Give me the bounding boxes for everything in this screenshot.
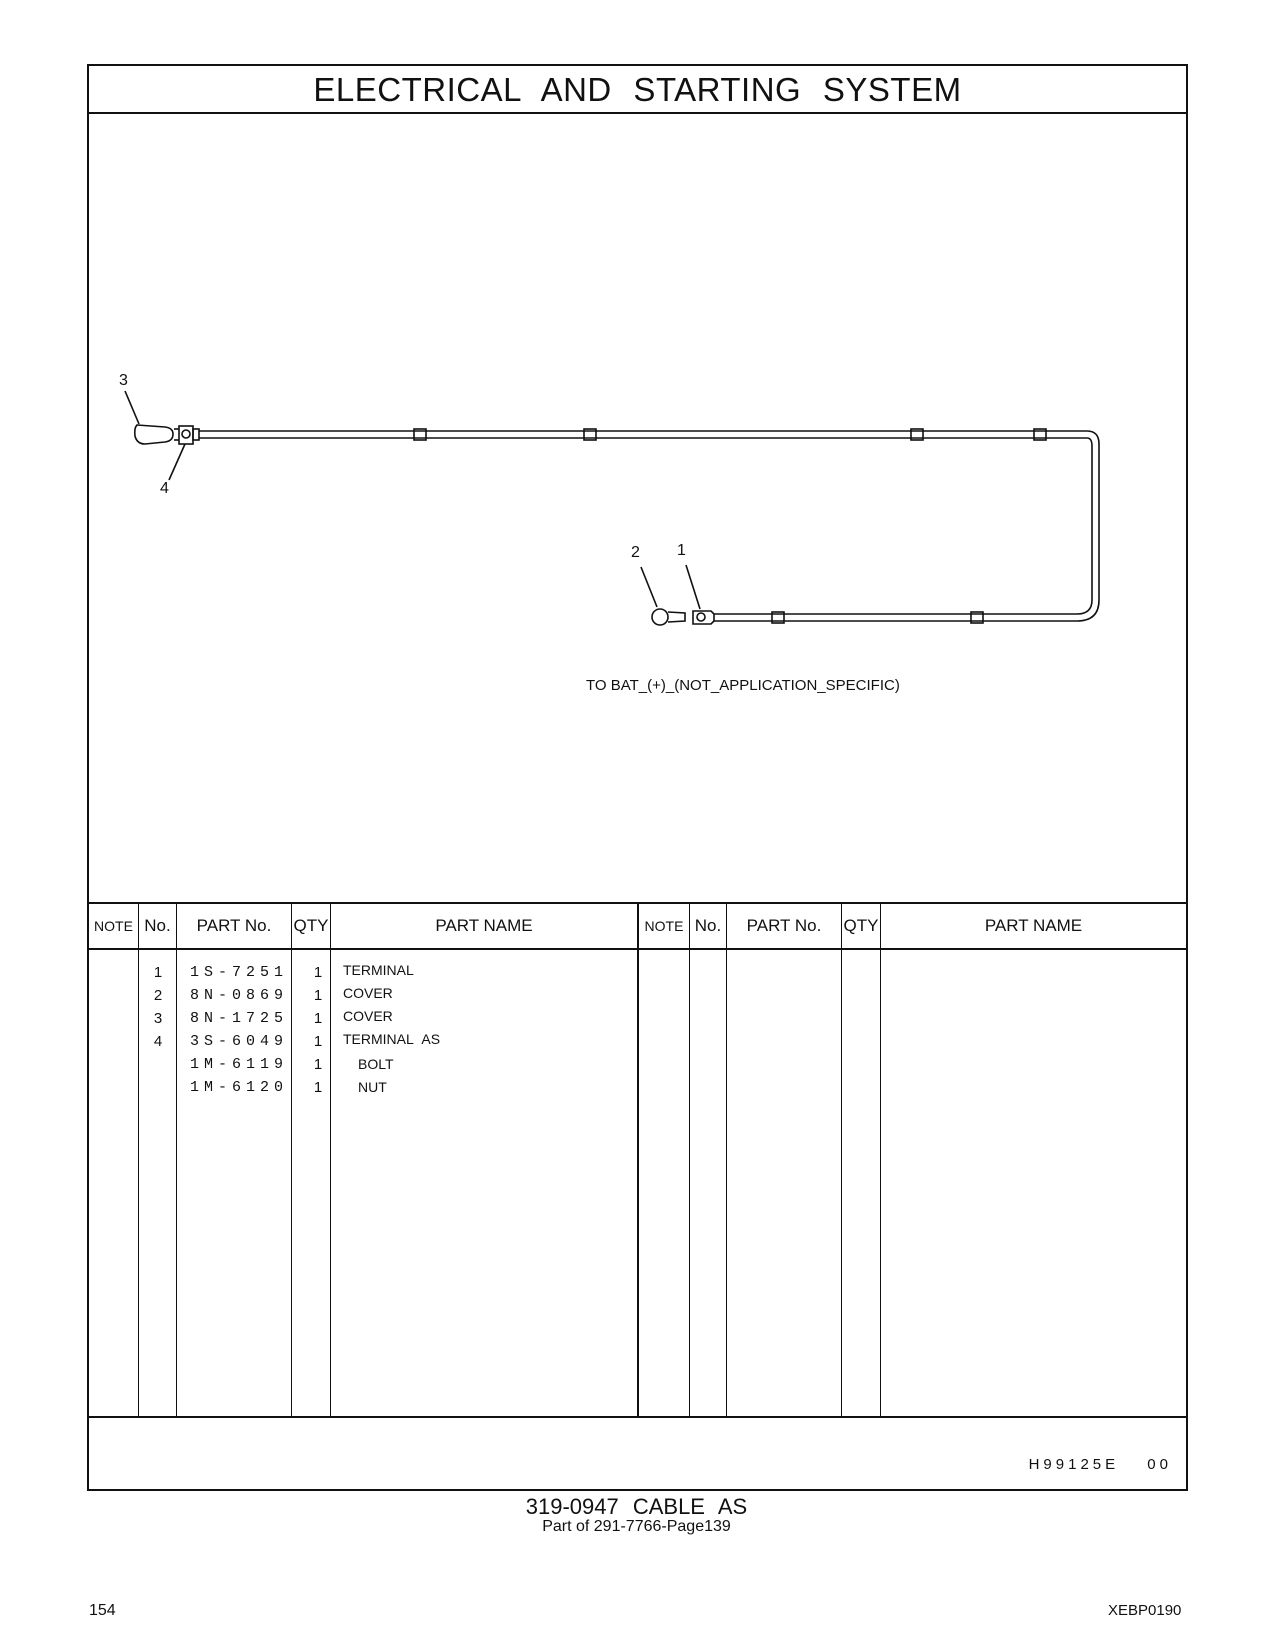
- header-partname-left: PART NAME: [435, 916, 533, 935]
- row-1-no: 1: [153, 964, 163, 981]
- column-divider: [176, 902, 177, 1418]
- column-divider: [726, 902, 727, 1418]
- row-4-qty: 1: [313, 1033, 323, 1050]
- table-center-divider: [637, 902, 639, 1418]
- row-5-part-name: BOLT: [358, 1056, 394, 1072]
- callout-2: 2: [631, 544, 640, 561]
- row-2-part-no: 8N-0869: [189, 987, 288, 1004]
- row-2-no: 2: [153, 987, 163, 1004]
- table-bottom-rule: [89, 1416, 1186, 1418]
- row-6-part-no: 1M-6120: [189, 1079, 288, 1096]
- illustration-code: H99125E 00: [1028, 1456, 1172, 1473]
- cable-illustration: [89, 114, 1186, 902]
- header-partno-right: PART No.: [746, 916, 822, 935]
- header-partname-right: PART NAME: [984, 916, 1083, 935]
- column-divider: [841, 902, 842, 1418]
- header-no-left: No.: [144, 916, 171, 935]
- row-5-qty: 1: [313, 1056, 323, 1073]
- row-6-qty: 1: [313, 1079, 323, 1096]
- row-2-qty: 1: [313, 987, 323, 1004]
- row-4-part-name: TERMINAL AS: [343, 1031, 441, 1047]
- assembly-title: 319-0947 CABLE AS: [525, 1494, 748, 1519]
- column-divider: [138, 902, 139, 1418]
- drawing-caption: TO BAT_(+)_(NOT_APPLICATION_SPECIFIC): [586, 677, 900, 694]
- row-2-part-name: COVER: [343, 985, 393, 1001]
- row-4-part-no: 3S-6049: [189, 1033, 288, 1050]
- callout-3: 3: [119, 372, 128, 389]
- cable-drawing-svg: [89, 114, 1186, 902]
- row-3-no: 3: [153, 1010, 163, 1027]
- header-partno-left: PART No.: [196, 916, 272, 935]
- header-note-right: NOTE: [644, 918, 684, 934]
- row-6-part-name: NUT: [358, 1079, 387, 1095]
- assembly-reference: Part of 291-7766-Page139: [542, 1518, 731, 1535]
- header-no-right: No.: [694, 916, 722, 935]
- column-divider: [880, 902, 881, 1418]
- row-1-part-name: TERMINAL: [343, 962, 414, 978]
- row-3-qty: 1: [313, 1010, 323, 1027]
- row-3-part-no: 8N-1725: [189, 1010, 288, 1027]
- document-id: XEBP0190: [1108, 1602, 1182, 1619]
- header-qty-left: QTY: [293, 916, 329, 935]
- column-divider: [689, 902, 690, 1418]
- row-1-part-no: 1S-7251: [189, 964, 288, 981]
- row-1-qty: 1: [313, 964, 323, 981]
- header-qty-right: QTY: [843, 916, 879, 935]
- header-note-left: NOTE: [94, 918, 133, 934]
- parts-page-frame: [87, 64, 1188, 1491]
- page-number: 154: [89, 1602, 116, 1619]
- callout-4: 4: [160, 480, 169, 497]
- page-title: ELECTRICAL AND STARTING SYSTEM: [89, 66, 1186, 114]
- row-3-part-name: COVER: [343, 1008, 393, 1024]
- callout-1: 1: [677, 542, 686, 559]
- row-5-part-no: 1M-6119: [189, 1056, 288, 1073]
- row-4-no: 4: [153, 1033, 163, 1050]
